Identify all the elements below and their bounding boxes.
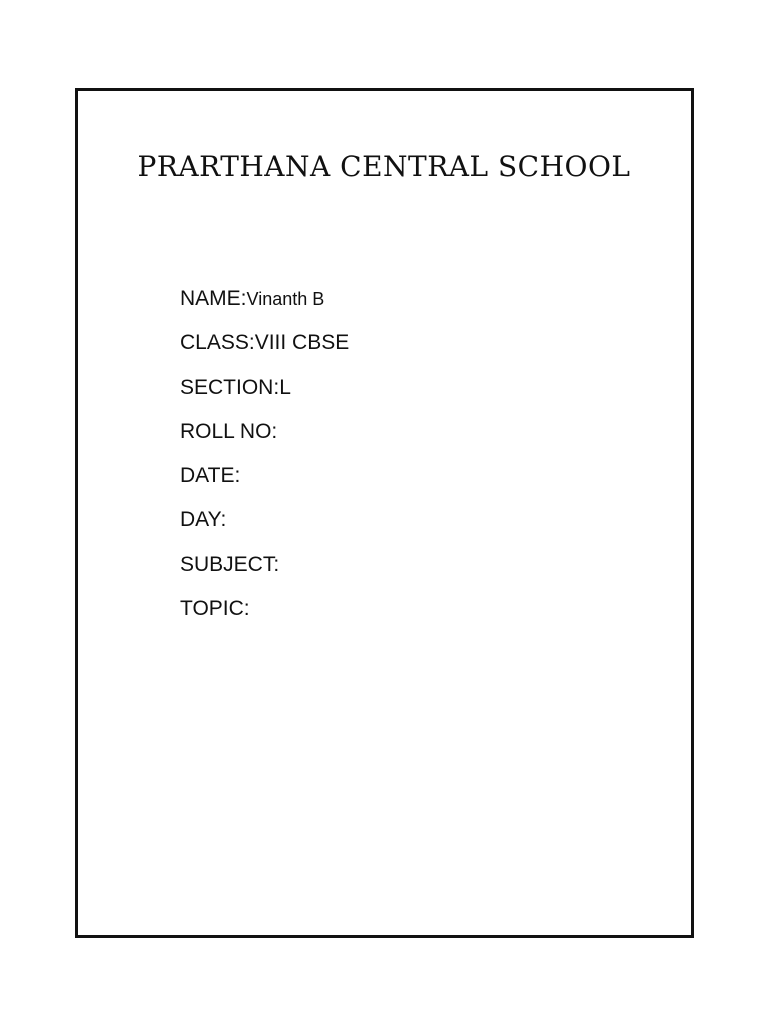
field-label: SUBJECT:: [180, 552, 280, 576]
field-roll-no: [180, 417, 349, 461]
field-date: [180, 461, 349, 505]
field-day: [180, 505, 349, 549]
field-subject: [180, 550, 349, 594]
page-border: [75, 88, 694, 938]
field-label: CLASS:: [180, 331, 255, 355]
field-label: SECTION:: [180, 375, 280, 399]
field-label: DATE:: [180, 464, 241, 488]
field-value: Vinanth B: [246, 289, 325, 309]
field-section: [180, 373, 349, 417]
school-title: PRARTHANA CENTRAL SCHOOL: [137, 150, 631, 183]
student-details-list: [180, 284, 349, 638]
field-label: DAY:: [180, 508, 227, 532]
field-name: [180, 284, 349, 328]
field-value: VIII CBSE: [254, 331, 350, 355]
field-label: TOPIC:: [180, 597, 250, 621]
field-label: ROLL NO:: [180, 419, 278, 443]
field-label: NAME:: [180, 287, 247, 310]
field-topic: [180, 594, 349, 638]
field-class: [180, 328, 349, 372]
field-value: L: [279, 375, 291, 399]
